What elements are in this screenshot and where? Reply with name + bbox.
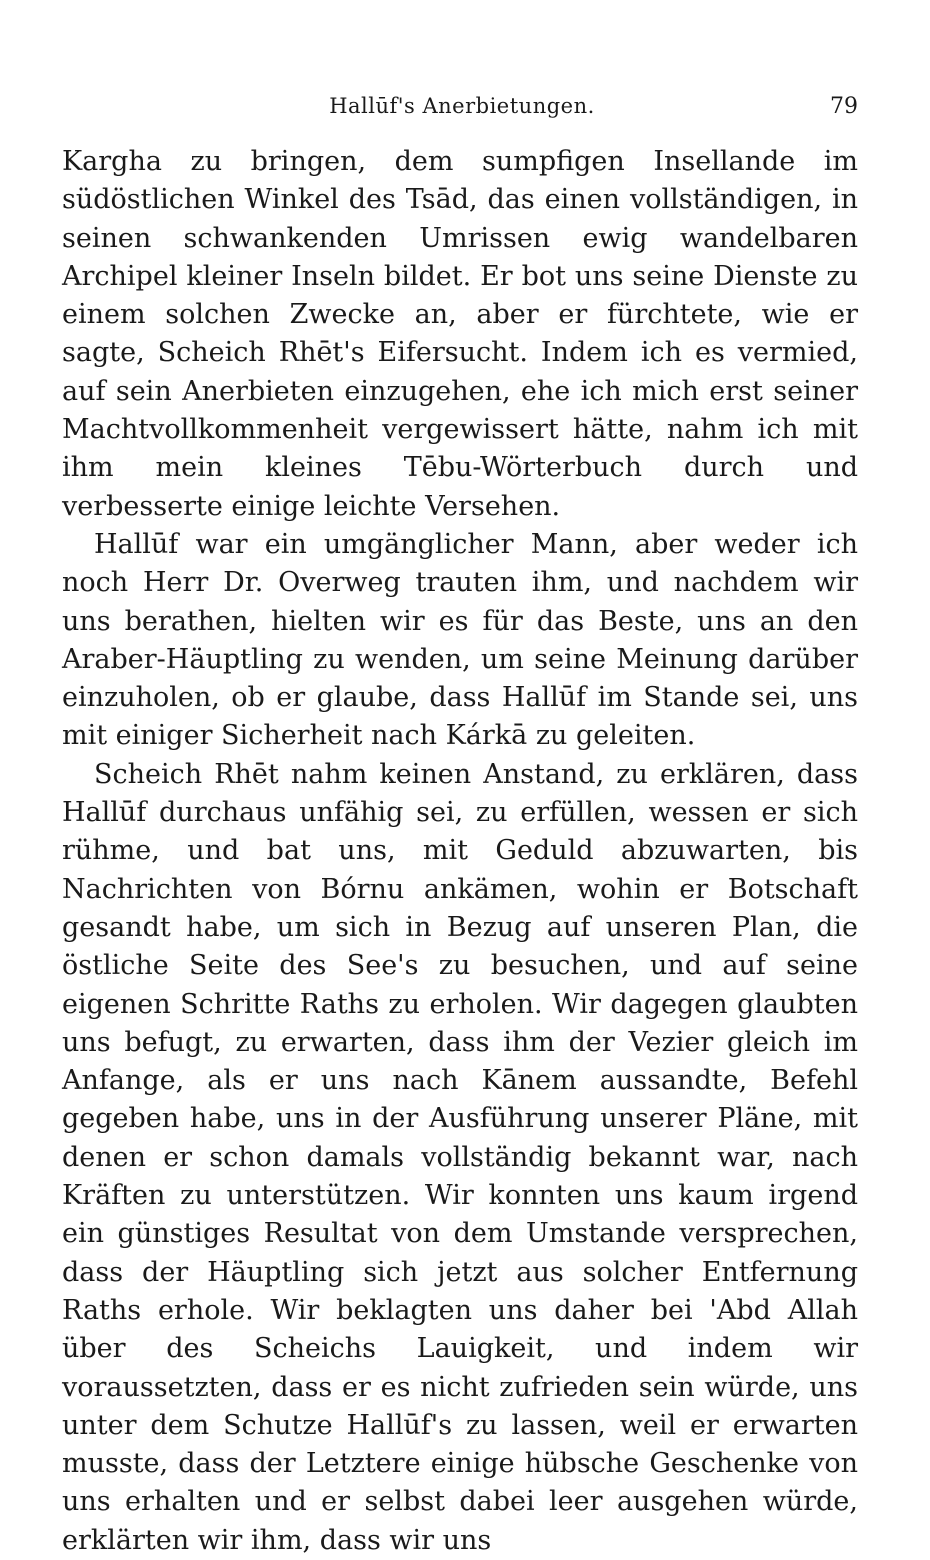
- page-number: 79: [830, 94, 858, 119]
- paragraph-2: Hallūf war ein umgänglicher Mann, aber weder ich noch Herr Dr. Overweg trauten ihm, und nachdem wir uns berathen, hielten wir es für das Beste, uns an den Araber-Häuptling zu wenden, um seine Meinung darüber einzuholen, ob er glaube, dass Hallūf im Stande sei, uns mit einiger Sicherheit nach Kárkā zu geleiten.: [62, 528, 858, 752]
- paragraph-3: Scheich Rhēt nahm keinen Anstand, zu erklären, dass Hallūf durchaus unfähig sei, zu erfüllen, wessen er sich rühme, und bat uns, mit Geduld abzuwarten, bis Nachrichten von Bórnu ankämen, wohin er Botschaft gesandt habe, um sich in Bezug auf unseren Plan, die östliche Seite des See's zu besuchen, und auf seine eigenen Schritte Raths zu erholen. Wir dagegen glaubten uns befugt, zu erwarten, dass ihm der Vezier gleich im Anfange, als er uns nach Kānem aussandte, Befehl gegeben habe, uns in der Ausführung unserer Pläne, mit denen er schon damals vollständig bekannt war, nach Kräften zu unterstützen. Wir konnten uns kaum irgend ein günstiges Resultat von dem Umstande versprechen, dass der Häuptling sich jetzt aus solcher Entfernung Raths erhole. Wir beklagten uns daher bei 'Abd Allah über des Scheichs Lauigkeit, und indem wir voraussetzten, dass er es nicht zufrieden sein würde, uns unter dem Schutze Hallūf's zu lassen, weil er erwarten musste, dass der Letztere einige hübsche Geschenke von uns erhalten und er selbst dabei leer ausgehen würde, erklärten wir ihm, dass wir uns: [62, 758, 858, 1556]
- paragraph-1: Kargha zu bringen, dem sumpfigen Insellande im südöstlichen Winkel des Tsād, das einen vollständigen, in seinen schwankenden Umrissen ewig wandelbaren Archipel kleiner Inseln bildet. Er bot uns seine Dienste zu einem solchen Zwecke an, aber er fürchtete, wie er sagte, Scheich Rhēt's Eifersucht. Indem ich es vermied, auf sein Anerbieten einzugehen, ehe ich mich erst seiner Machtvollkommenheit vergewissert hätte, nahm ich mit ihm mein kleines Tēbu-Wörterbuch durch und verbesserte einige leichte Versehen.: [62, 146, 858, 522]
- running-title: Hallūf's Anerbietungen.: [329, 94, 595, 118]
- running-header: [62, 90, 862, 126]
- body-text: [62, 143, 858, 1560]
